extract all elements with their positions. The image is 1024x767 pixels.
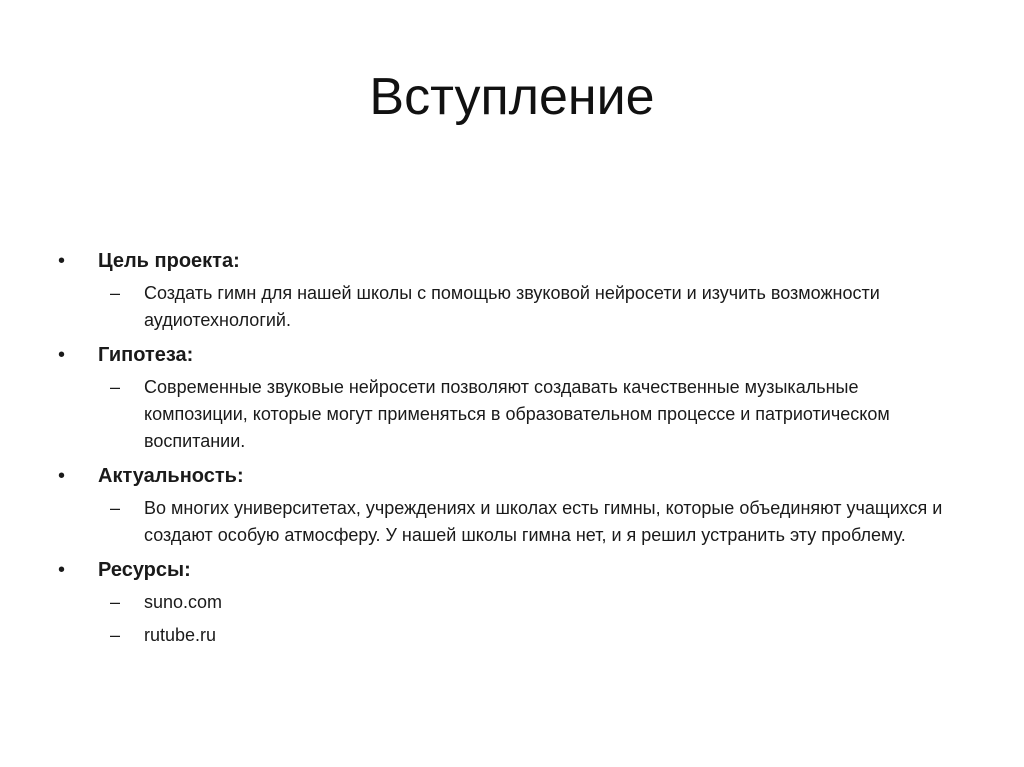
bullet-item [58,246,978,276]
sub-marker: – [110,283,121,303]
section-heading: Актуальность: [98,465,244,487]
sub-item [110,622,978,649]
sub-item-text: Во многих университетах, учреждениях и школах есть гимны, которые объединяют учащихся и создают особую атмосферу. У нашей школы гимна нет, и я решил устранить эту проблему. [144,498,943,545]
sub-item [110,589,978,616]
sub-marker: – [110,377,121,397]
sub-marker: – [110,592,121,612]
section-relevance [58,461,978,549]
sub-list [58,495,978,549]
bullet-item [58,555,978,585]
sub-item-text: Создать гимн для нашей школы с помощью звуковой нейросети и изучить возможности аудиотехнологий. [144,283,880,330]
section-hypothesis [58,340,978,455]
bullet-marker: • [58,465,66,487]
resource-link-rutube: rutube.ru [144,625,217,645]
sub-item-text: Современные звуковые нейросети позволяют создавать качественные музыкальные композиции, которые могут применяться в образовательном процессе и патриотическом воспитании. [144,377,890,451]
section-heading: Цель проекта: [98,250,240,272]
resource-link-suno: suno.com [144,592,223,612]
sub-item [110,280,978,334]
section-resources [58,555,978,649]
sub-item [110,374,978,455]
section-goal [58,246,978,334]
sub-item [110,495,978,549]
section-heading: Ресурсы: [98,559,191,581]
sub-list [58,374,978,455]
section-heading: Гипотеза: [98,344,194,366]
bullet-marker: • [58,344,66,366]
sub-list [58,589,978,649]
slide-title: Вступление [369,68,655,126]
bullet-marker: • [58,559,66,581]
bullet-item [58,461,978,491]
sub-marker: – [110,625,121,645]
bullet-marker: • [58,250,66,272]
bullet-item [58,340,978,370]
slide-content [58,242,978,655]
sub-list [58,280,978,334]
sub-marker: – [110,498,121,518]
